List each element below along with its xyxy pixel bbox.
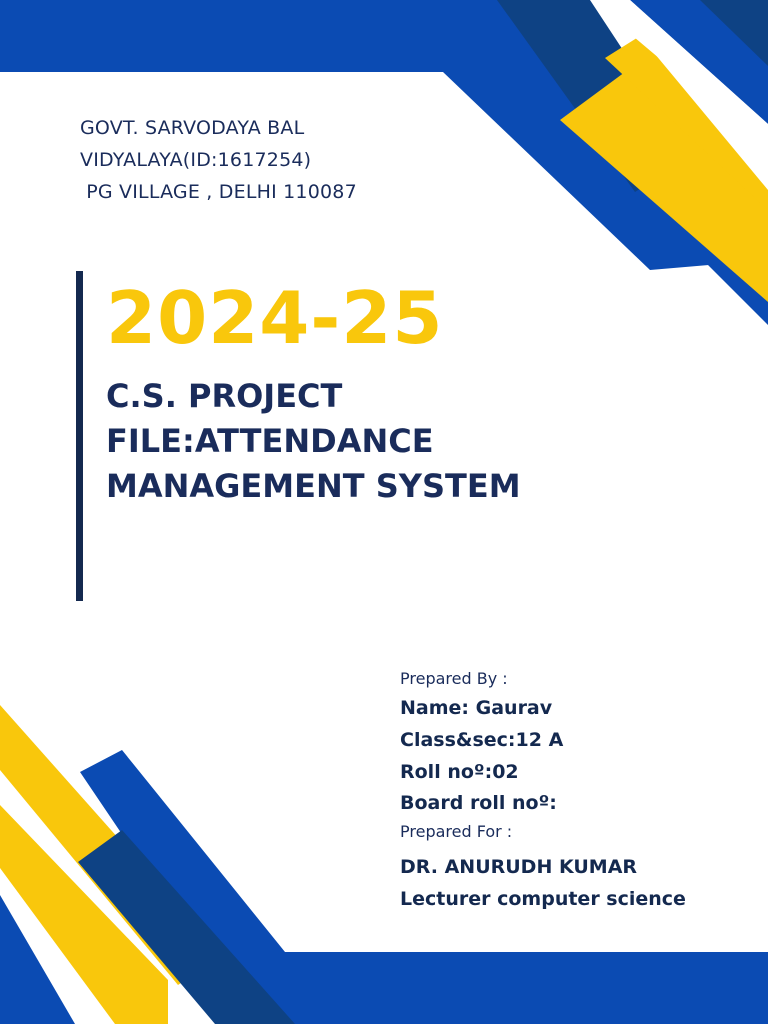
teacher-title: Lecturer computer science [400,888,686,910]
project-title-line-2: FILE:ATTENDANCE [106,422,434,460]
project-title-line-1: C.S. PROJECT [106,377,343,415]
project-title [106,374,521,509]
student-roll-no: Roll noº:02 [400,761,519,783]
vertical-accent-bar [76,271,83,601]
school-header [80,112,357,208]
school-name-line-1: GOVT. SARVODAYA BAL [80,117,305,139]
school-name-line-2: VIDYALAYA(ID:1617254) [80,149,312,171]
project-title-line-3: MANAGEMENT SYSTEM [106,467,521,505]
prepared-for-label: Prepared For : [400,822,513,841]
school-address: PG VILLAGE , DELHI 110087 [80,181,357,203]
credits-block [400,666,686,915]
bottom-blue-band [300,952,768,1024]
prepared-by-label: Prepared By : [400,669,508,688]
teacher-name: DR. ANURUDH KUMAR [400,856,638,878]
student-board-roll-no: Board roll noº: [400,792,557,814]
top-blue-band [0,0,443,72]
session-year: 2024-25 [106,276,444,360]
student-class-section: Class&sec:12 A [400,729,564,751]
student-name: Name: Gaurav [400,697,553,719]
